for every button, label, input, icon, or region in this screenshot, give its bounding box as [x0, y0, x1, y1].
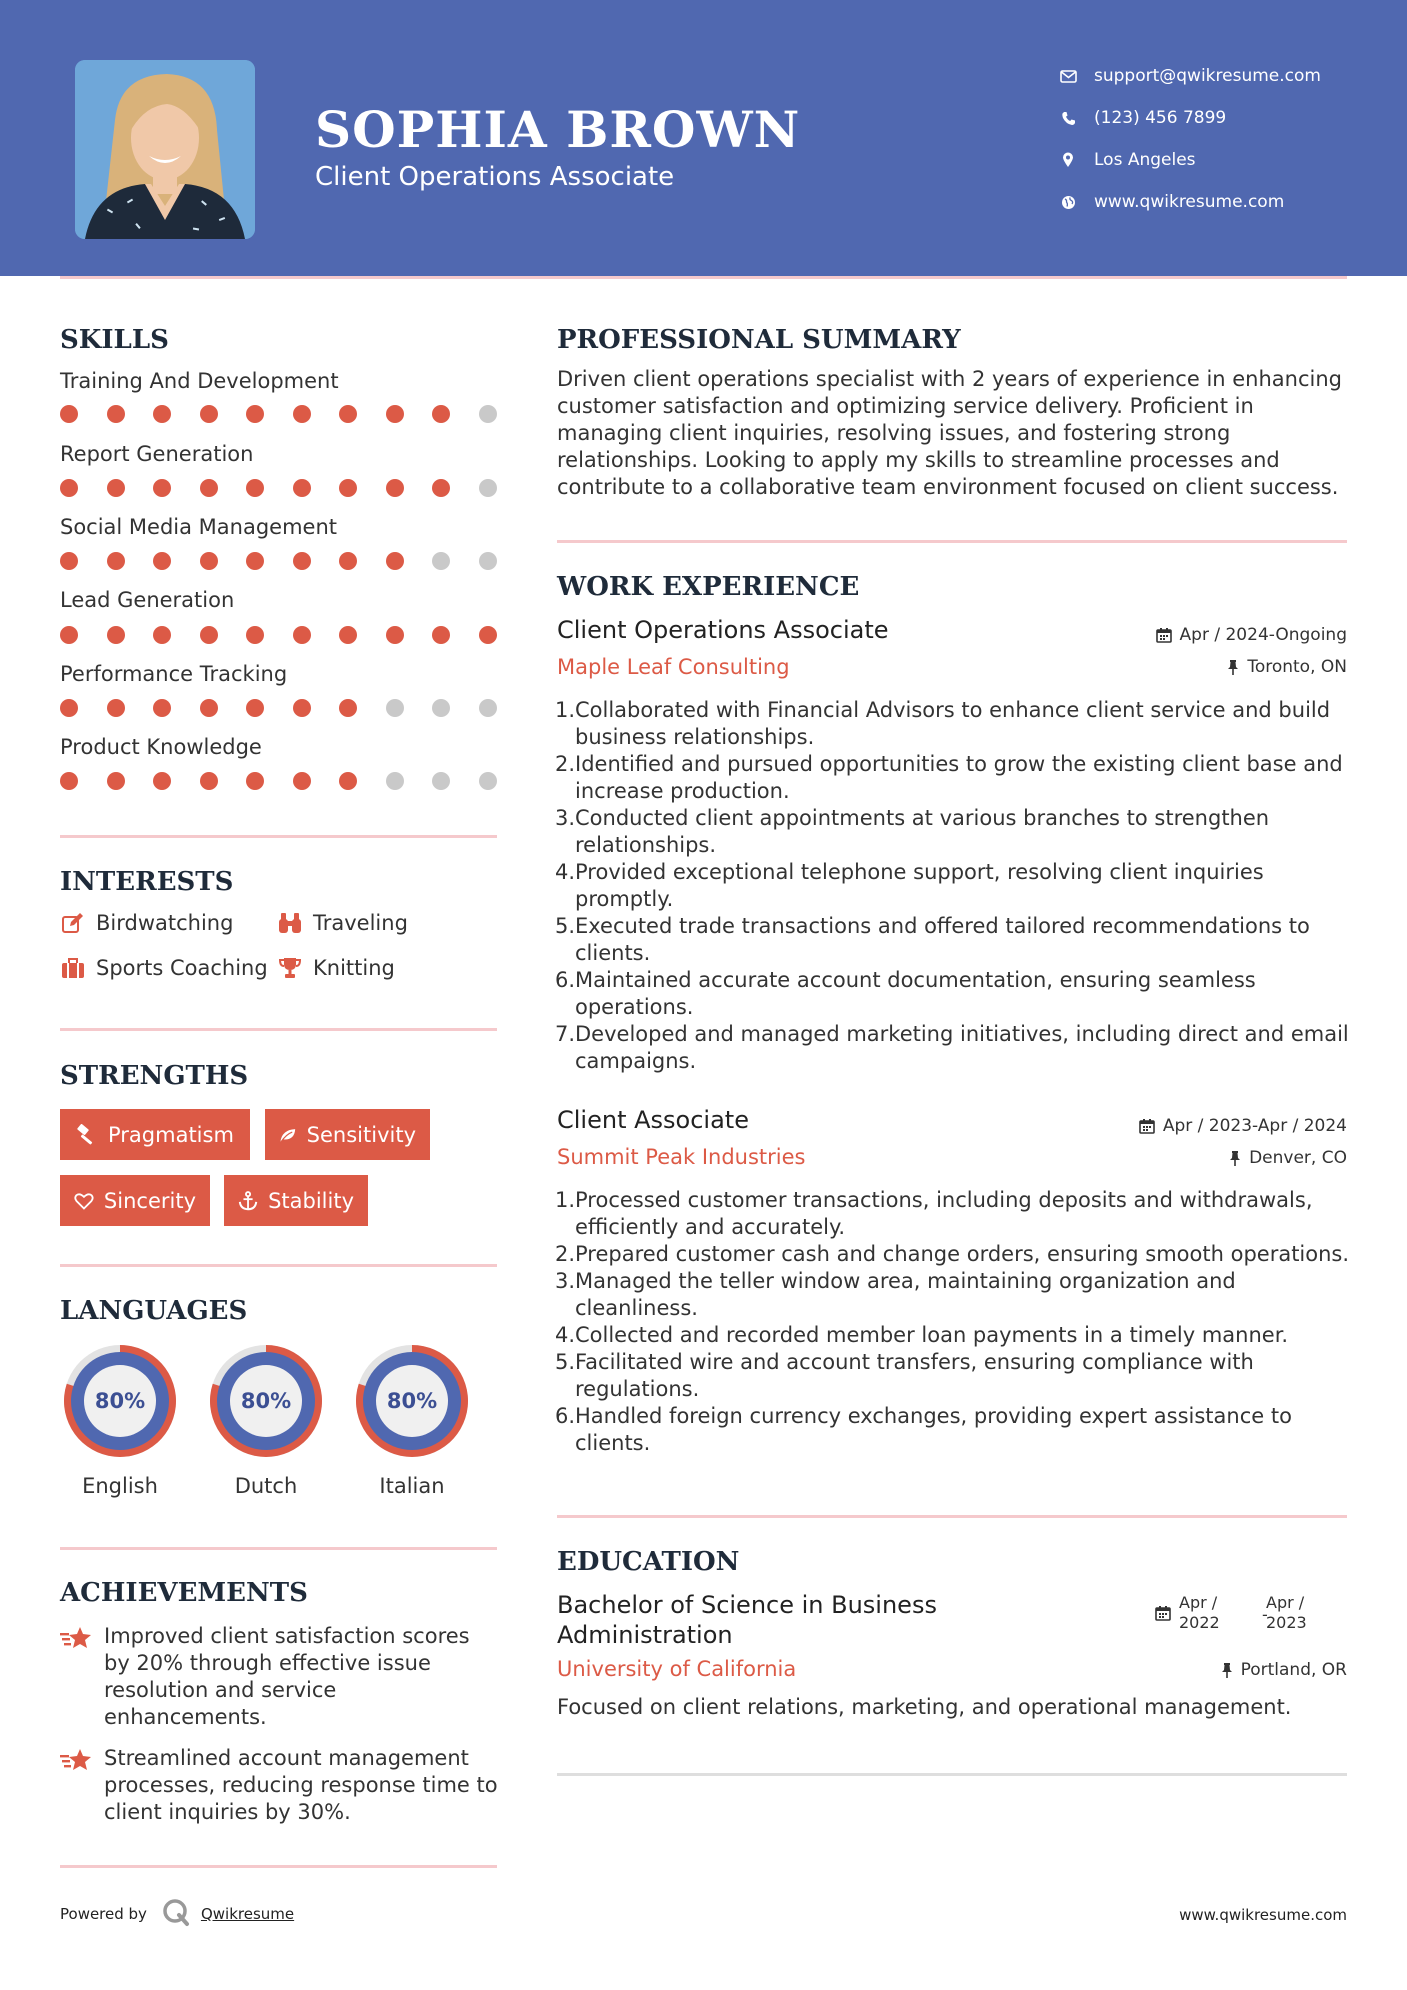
language-ring	[351, 1340, 473, 1462]
strength-chip: Pragmatism	[60, 1109, 250, 1160]
skill-dot-filled	[107, 405, 125, 423]
section-divider	[557, 1773, 1347, 1776]
language-item	[351, 1340, 473, 1498]
skill-rating	[60, 552, 525, 570]
header-divider	[60, 276, 1347, 279]
skill-dot-filled	[432, 479, 450, 497]
calendar-icon	[1156, 627, 1172, 643]
duty-item: 2. Identified and pursued opportunities to grow the existing client base and increase production.	[555, 752, 1343, 803]
skill-dot-empty	[479, 552, 497, 570]
skill-dot-filled	[293, 405, 311, 423]
skill-dot-filled	[60, 626, 78, 644]
duty-list	[557, 1187, 1357, 1457]
language-ring	[205, 1340, 327, 1462]
leaf-icon	[279, 1124, 297, 1146]
interests-title: INTERESTS	[60, 867, 234, 897]
qwikresume-link[interactable]: Qwikresume	[200, 1905, 295, 1923]
skill-dot-empty	[432, 772, 450, 790]
language-item	[205, 1340, 327, 1498]
section-divider	[60, 835, 497, 838]
duty-item: 3. Managed the teller window area, maintaining organization and cleanliness.	[555, 1269, 1236, 1320]
duty-item: 2. Prepared customer cash and change orders, ensuring smooth operations.	[555, 1242, 1350, 1266]
edu-date-end: Apr / 2023	[1266, 1593, 1307, 1632]
achievement-item: Streamlined account management processes, reducing response time to client inquiries by 30%.	[60, 1745, 500, 1826]
skill-dot-filled	[107, 626, 125, 644]
education-title: EDUCATION	[557, 1547, 740, 1577]
skill-dot-filled	[386, 405, 404, 423]
skill-dot-filled	[339, 699, 357, 717]
job-date: Apr / 2023-Apr / 2024	[1139, 1116, 1347, 1136]
skill-dot-filled	[293, 552, 311, 570]
calendar-icon	[1139, 1118, 1155, 1134]
duty-list	[557, 697, 1357, 1075]
duty-item: 4. Collected and recorded member loan payments in a timely manner.	[555, 1323, 1289, 1347]
skill-dot-filled	[293, 699, 311, 717]
skill-dot-filled	[153, 405, 171, 423]
experience-title: WORK EXPERIENCE	[557, 572, 860, 602]
skill-dot-empty	[479, 479, 497, 497]
briefcase-icon	[60, 957, 86, 979]
skill-dot-filled	[246, 772, 264, 790]
footer-website[interactable]: www.qwikresume.com	[1179, 1906, 1347, 1924]
language-percent: 80%	[240, 1389, 292, 1413]
section-divider	[557, 1515, 1347, 1518]
language-name: English	[82, 1474, 158, 1498]
skill-label: Social Media Management	[60, 515, 338, 539]
strength-chip: Sensitivity	[265, 1109, 430, 1160]
skill-dot-filled	[60, 479, 78, 497]
footer-powered-by: Powered by Qwikresume	[60, 1897, 294, 1931]
section-divider	[60, 1865, 497, 1868]
duty-item: 4. Provided exceptional telephone support, resolving client inquiries promptly.	[555, 860, 1264, 911]
candidate-name: SOPHIA BROWN	[315, 100, 801, 159]
duty-item: 3. Conducted client appointments at various branches to strengthen relationships.	[555, 806, 1270, 857]
contact-website[interactable]: www.qwikresume.com	[1050, 181, 1321, 223]
skill-dot-filled	[200, 405, 218, 423]
language-name: Italian	[379, 1474, 445, 1498]
language-ring	[59, 1340, 181, 1462]
skill-dot-filled	[479, 626, 497, 644]
skill-rating	[60, 772, 525, 790]
skill-dot-filled	[339, 479, 357, 497]
skill-dot-empty	[479, 405, 497, 423]
anchor-icon	[238, 1190, 258, 1212]
skill-label: Report Generation	[60, 442, 254, 466]
skill-label: Training And Development	[60, 369, 339, 393]
edu-date-start: Apr / 2022	[1179, 1593, 1220, 1632]
summary-title: PROFESSIONAL SUMMARY	[557, 325, 961, 355]
contact-email[interactable]: support@qwikresume.com	[1050, 55, 1321, 97]
skill-dot-filled	[153, 699, 171, 717]
skill-dot-filled	[293, 626, 311, 644]
qwikresume-logo-icon	[161, 1897, 191, 1931]
skill-dot-filled	[60, 772, 78, 790]
skill-dot-filled	[246, 405, 264, 423]
job-location: Denver, CO	[1229, 1148, 1347, 1168]
skill-dot-filled	[200, 552, 218, 570]
skill-dot-filled	[107, 772, 125, 790]
skill-dot-filled	[153, 772, 171, 790]
duty-item: 5. Facilitated wire and account transfers, ensuring compliance with regulations.	[555, 1350, 1254, 1401]
language-item	[59, 1340, 181, 1498]
shooting-star-icon	[60, 1745, 94, 1826]
contact-location: Los Angeles	[1050, 139, 1321, 181]
interest-item: Sports Coaching	[60, 956, 268, 980]
skill-dot-filled	[246, 699, 264, 717]
duty-item: 1. Processed customer transactions, including deposits and withdrawals, efficiently and accurately.	[555, 1188, 1313, 1239]
strength-chip: Sincerity	[60, 1175, 210, 1226]
section-divider	[557, 540, 1347, 543]
interest-item: Knitting	[277, 956, 395, 980]
skill-dot-filled	[153, 479, 171, 497]
job-title: Client Associate	[557, 1106, 749, 1134]
skill-dot-filled	[200, 772, 218, 790]
skill-dot-filled	[107, 699, 125, 717]
language-percent: 80%	[94, 1389, 146, 1413]
skill-dot-filled	[246, 479, 264, 497]
skill-dot-filled	[153, 552, 171, 570]
globe-icon	[1050, 195, 1086, 210]
resume-header	[0, 0, 1407, 276]
interest-item: Birdwatching	[60, 911, 233, 935]
school-name: University of California	[557, 1657, 797, 1681]
achievements-title: ACHIEVEMENTS	[60, 1578, 308, 1608]
education-description: Focused on client relations, marketing, and operational management.	[557, 1695, 1292, 1719]
candidate-role: Client Operations Associate	[315, 162, 675, 192]
skill-dot-filled	[246, 626, 264, 644]
contact-list	[1050, 55, 1321, 223]
skill-dot-filled	[293, 772, 311, 790]
envelope-icon	[1050, 70, 1086, 83]
duty-item: 5. Executed trade transactions and offered tailored recommendations to clients.	[555, 914, 1310, 965]
skill-rating	[60, 699, 525, 717]
skill-dot-filled	[339, 552, 357, 570]
pushpin-icon	[1227, 659, 1239, 675]
gavel-icon	[74, 1124, 98, 1146]
pushpin-icon	[1221, 1662, 1233, 1678]
skill-dot-filled	[60, 405, 78, 423]
job-date: Apr / 2024-Ongoing	[1156, 625, 1347, 645]
company-name: Summit Peak Industries	[557, 1145, 806, 1169]
calendar-icon	[1155, 1605, 1171, 1625]
skill-dot-filled	[293, 479, 311, 497]
section-divider	[60, 1028, 497, 1031]
skill-dot-empty	[386, 772, 404, 790]
skill-dot-filled	[432, 626, 450, 644]
skill-dot-filled	[153, 626, 171, 644]
job-title: Client Operations Associate	[557, 616, 889, 644]
skills-title: SKILLS	[60, 325, 169, 355]
edu-date-separator: -	[1262, 1605, 1268, 1624]
heart-icon	[74, 1190, 94, 1212]
duty-item: 1. Collaborated with Financial Advisors to enhance client service and build business relationships.	[555, 698, 1331, 749]
skill-dot-filled	[386, 626, 404, 644]
edu-location: Portland, OR	[1221, 1660, 1347, 1680]
skill-dot-filled	[339, 772, 357, 790]
duty-item: 7. Developed and managed marketing initiatives, including direct and email campaigns.	[555, 1022, 1349, 1073]
company-name: Maple Leaf Consulting	[557, 655, 790, 679]
language-name: Dutch	[234, 1474, 298, 1498]
strength-chip: Stability	[224, 1175, 368, 1226]
trophy-icon	[277, 957, 303, 979]
skill-label: Performance Tracking	[60, 662, 288, 686]
skill-dot-filled	[200, 626, 218, 644]
strengths-title: STRENGTHS	[60, 1061, 249, 1091]
skill-dot-empty	[432, 699, 450, 717]
location-pin-icon	[1050, 152, 1086, 168]
skill-dot-empty	[479, 772, 497, 790]
duty-item: 6. Maintained accurate account documentation, ensuring seamless operations.	[555, 968, 1256, 1019]
skill-dot-filled	[107, 552, 125, 570]
section-divider	[60, 1547, 497, 1550]
skill-dot-filled	[432, 405, 450, 423]
languages-title: LANGUAGES	[60, 1296, 248, 1326]
skill-rating	[60, 405, 525, 423]
skill-dot-filled	[246, 552, 264, 570]
pushpin-icon	[1229, 1150, 1241, 1166]
skill-dot-filled	[339, 405, 357, 423]
binoculars-icon	[277, 912, 303, 934]
job-location: Toronto, ON	[1227, 657, 1347, 677]
degree-title: Bachelor of Science in Business Administration	[557, 1591, 937, 1649]
shooting-star-icon	[60, 1623, 94, 1731]
skill-rating	[60, 479, 525, 497]
interest-item: Traveling	[277, 911, 408, 935]
skill-label: Lead Generation	[60, 588, 235, 612]
section-divider	[60, 1264, 497, 1267]
skill-dot-filled	[200, 699, 218, 717]
skill-dot-filled	[60, 699, 78, 717]
skill-dot-empty	[432, 552, 450, 570]
pencil-icon	[60, 912, 86, 934]
skill-label: Product Knowledge	[60, 735, 262, 759]
skill-dot-filled	[339, 626, 357, 644]
skill-dot-empty	[479, 699, 497, 717]
achievement-item: Improved client satisfaction scores by 20% through effective issue resolution and service enhancements.	[60, 1623, 500, 1731]
profile-photo	[75, 60, 255, 239]
skill-dot-empty	[386, 699, 404, 717]
skill-dot-filled	[200, 479, 218, 497]
skill-dot-filled	[107, 479, 125, 497]
language-percent: 80%	[386, 1389, 438, 1413]
contact-phone[interactable]: (123) 456 7899	[1050, 97, 1321, 139]
summary-text: Driven client operations specialist with 2 years of experience in enhancing customer satisfaction and optimizing service delivery. Proficient in managing client inquiries, resolving issues, and fostering strong relationships. Looking to apply my skills to streamline processes and contribute to a collaborative team environment focused on client success.	[557, 367, 1342, 499]
skill-rating	[60, 626, 525, 644]
skill-dot-filled	[386, 479, 404, 497]
skill-dot-filled	[60, 552, 78, 570]
phone-icon	[1050, 111, 1086, 126]
duty-item: 6. Handled foreign currency exchanges, providing expert assistance to clients.	[555, 1404, 1292, 1455]
skill-dot-filled	[386, 552, 404, 570]
